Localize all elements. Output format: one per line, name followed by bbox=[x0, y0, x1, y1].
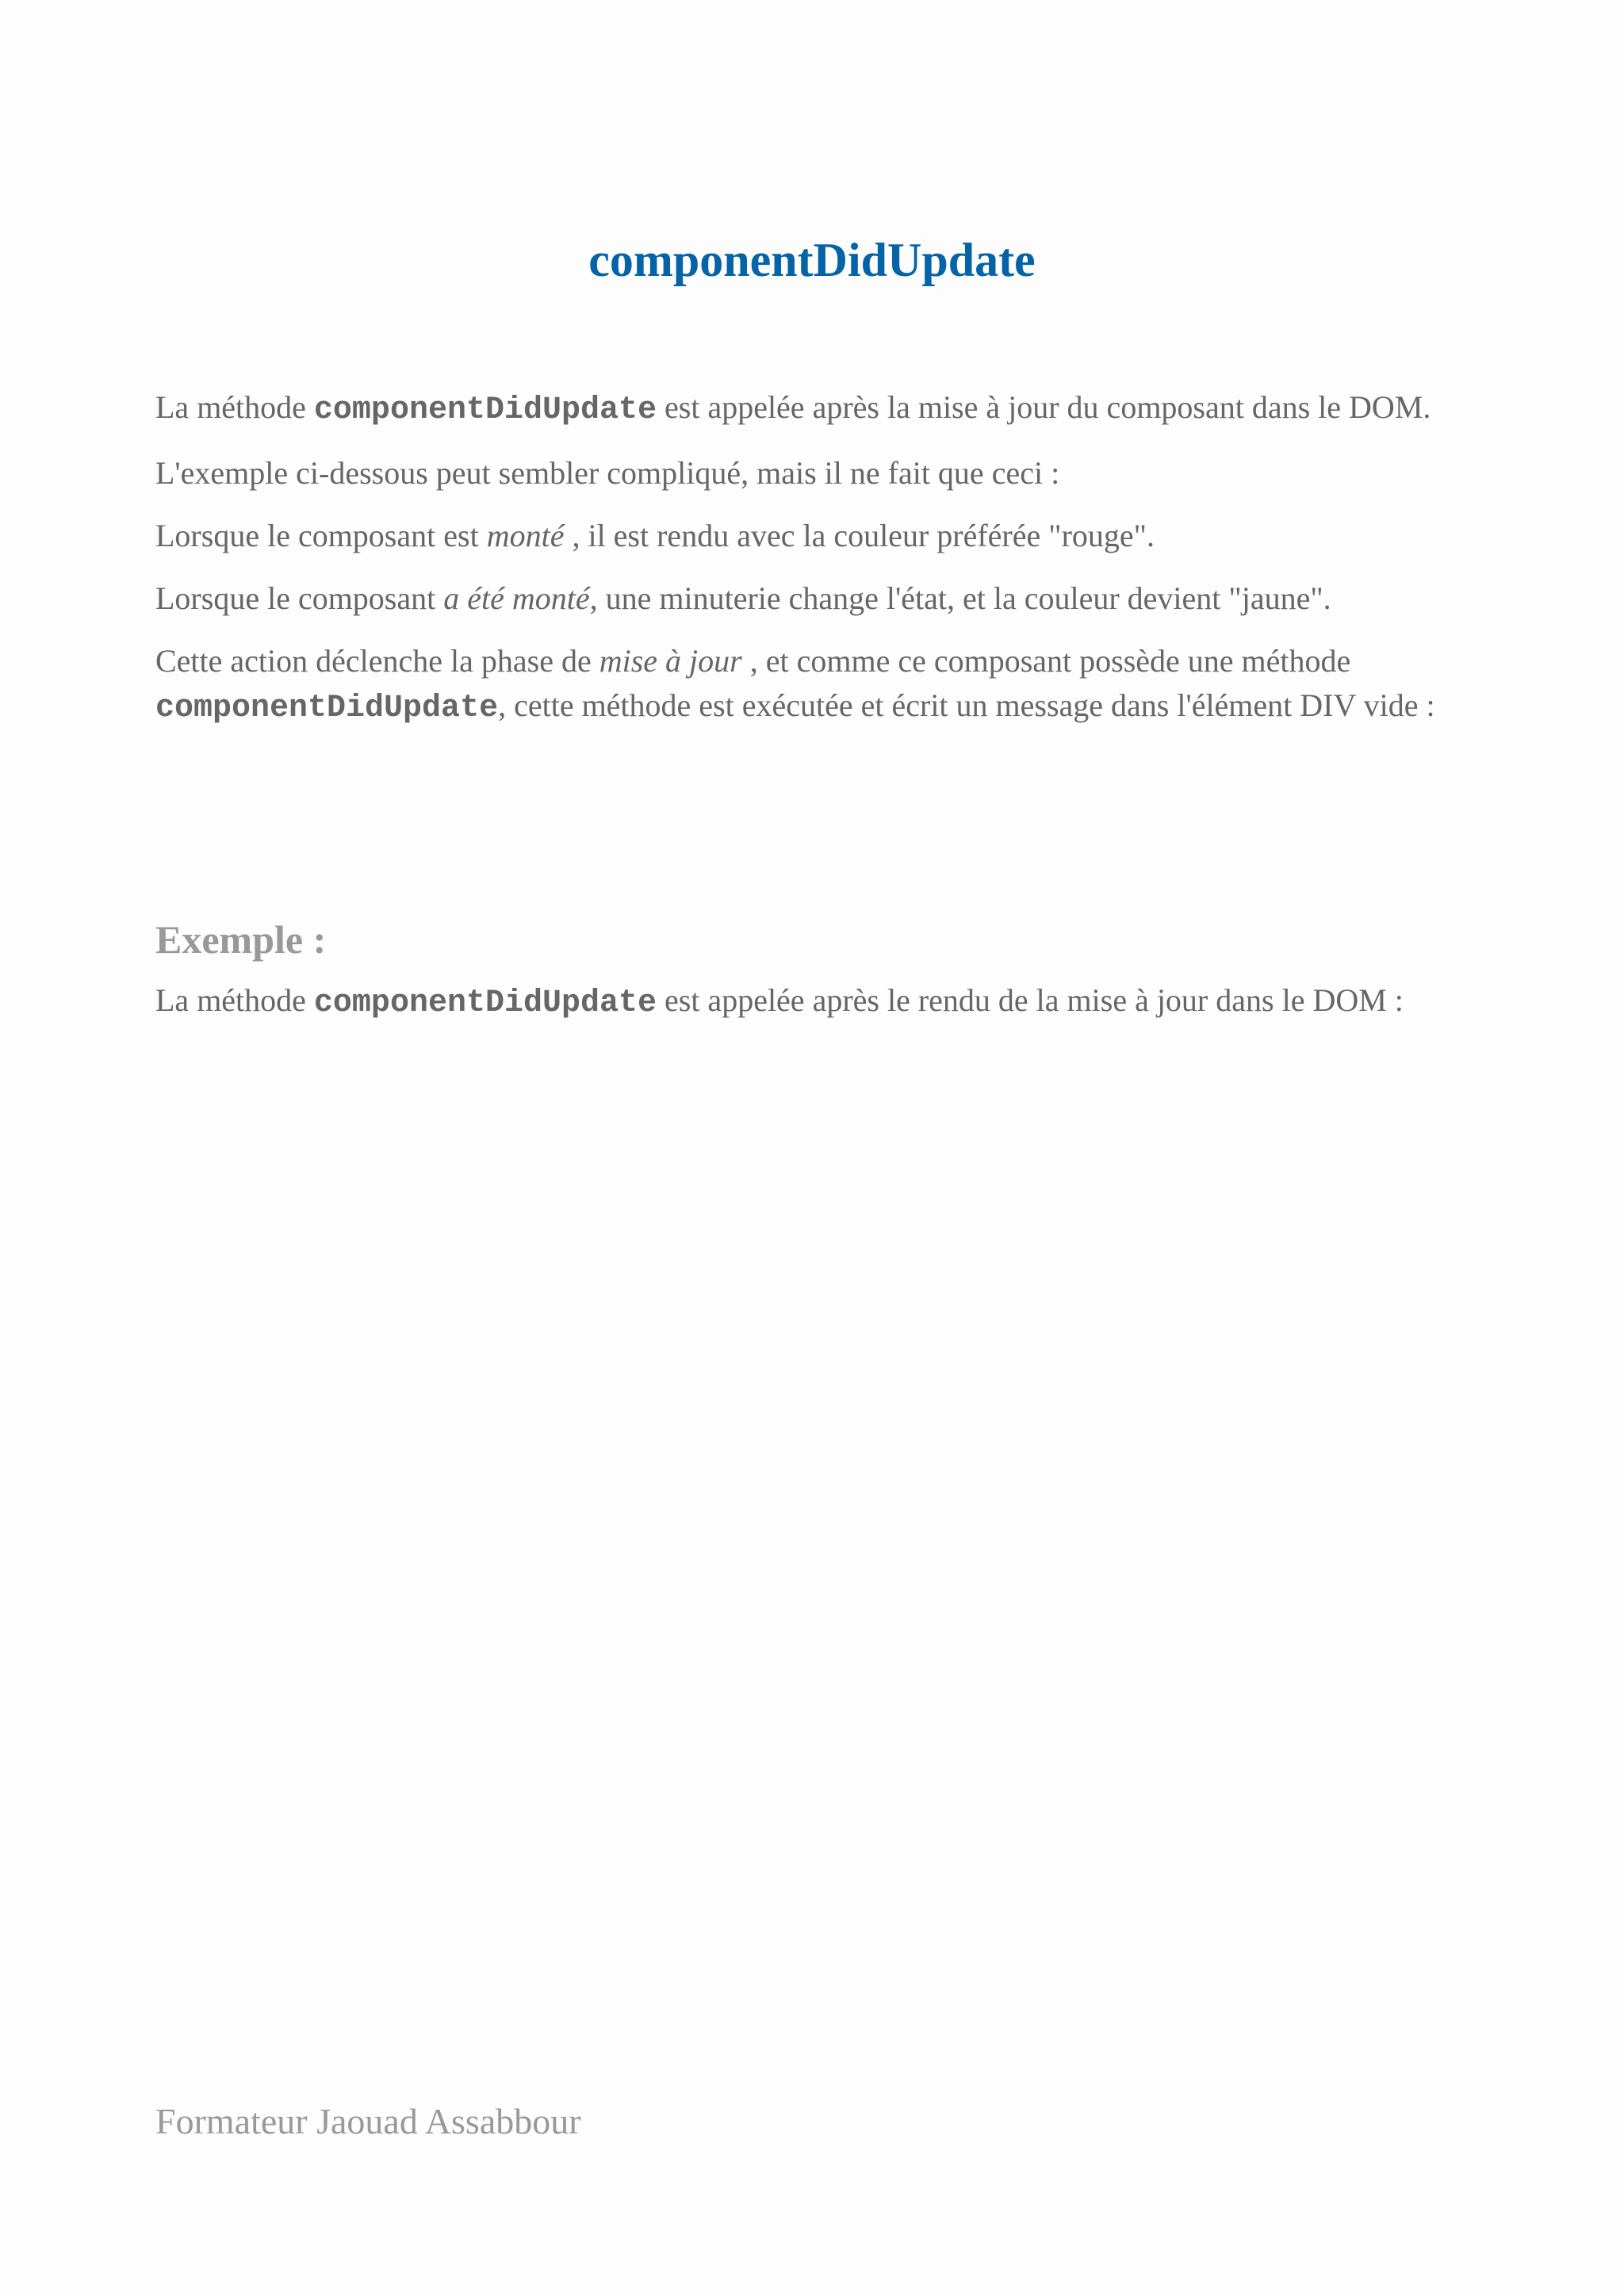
paragraph-1-text-after: est appelée après la mise à jour du composant dans le DOM. bbox=[657, 389, 1431, 425]
footer-author: Formateur Jaouad Assabbour bbox=[155, 2101, 581, 2141]
paragraph-5-text-middle: , et comme ce composant possède une méthode bbox=[741, 643, 1351, 679]
paragraph-4-text-after: , une minuterie change l'état, et la couleur devient "jaune". bbox=[589, 580, 1331, 616]
example-text-after: est appelée après le rendu de la mise à jour dans le DOM : bbox=[657, 982, 1404, 1018]
page-title: componentDidUpdate bbox=[588, 234, 1036, 286]
paragraph-1-text-before: La méthode bbox=[155, 389, 314, 425]
paragraph-4-emphasis: a été monté bbox=[443, 580, 590, 616]
paragraph-2: L'exemple ci-dessous peut sembler compliqué, mais il ne fait que ceci : bbox=[155, 455, 1060, 491]
paragraph-4 bbox=[155, 576, 1480, 621]
example-code: componentDidUpdate bbox=[313, 985, 657, 1021]
paragraph-1 bbox=[155, 385, 1480, 433]
example-heading: Exemple : bbox=[155, 917, 327, 962]
paragraph-3-text-before: Lorsque le composant est bbox=[155, 518, 487, 553]
paragraph-3-emphasis: monté bbox=[486, 518, 565, 553]
paragraph-4-text-before: Lorsque le composant bbox=[155, 580, 444, 616]
paragraph-3 bbox=[155, 514, 1480, 558]
paragraph-5-code: componentDidUpdate bbox=[155, 691, 499, 726]
example-text-before: La méthode bbox=[155, 982, 314, 1018]
paragraph-5-text-before: Cette action déclenche la phase de bbox=[155, 643, 599, 679]
example-paragraph bbox=[155, 978, 1551, 1026]
paragraph-5 bbox=[155, 639, 1480, 731]
paragraph-5-text-after: , cette méthode est exécutée et écrit un message dans l'élément DIV vide : bbox=[498, 687, 1435, 723]
paragraph-1-code: componentDidUpdate bbox=[313, 392, 657, 428]
intro-section bbox=[155, 385, 1480, 749]
paragraph-3-text-after: , il est rendu avec la couleur préférée "rouge". bbox=[564, 518, 1155, 553]
paragraph-5-emphasis: mise à jour bbox=[599, 643, 742, 679]
